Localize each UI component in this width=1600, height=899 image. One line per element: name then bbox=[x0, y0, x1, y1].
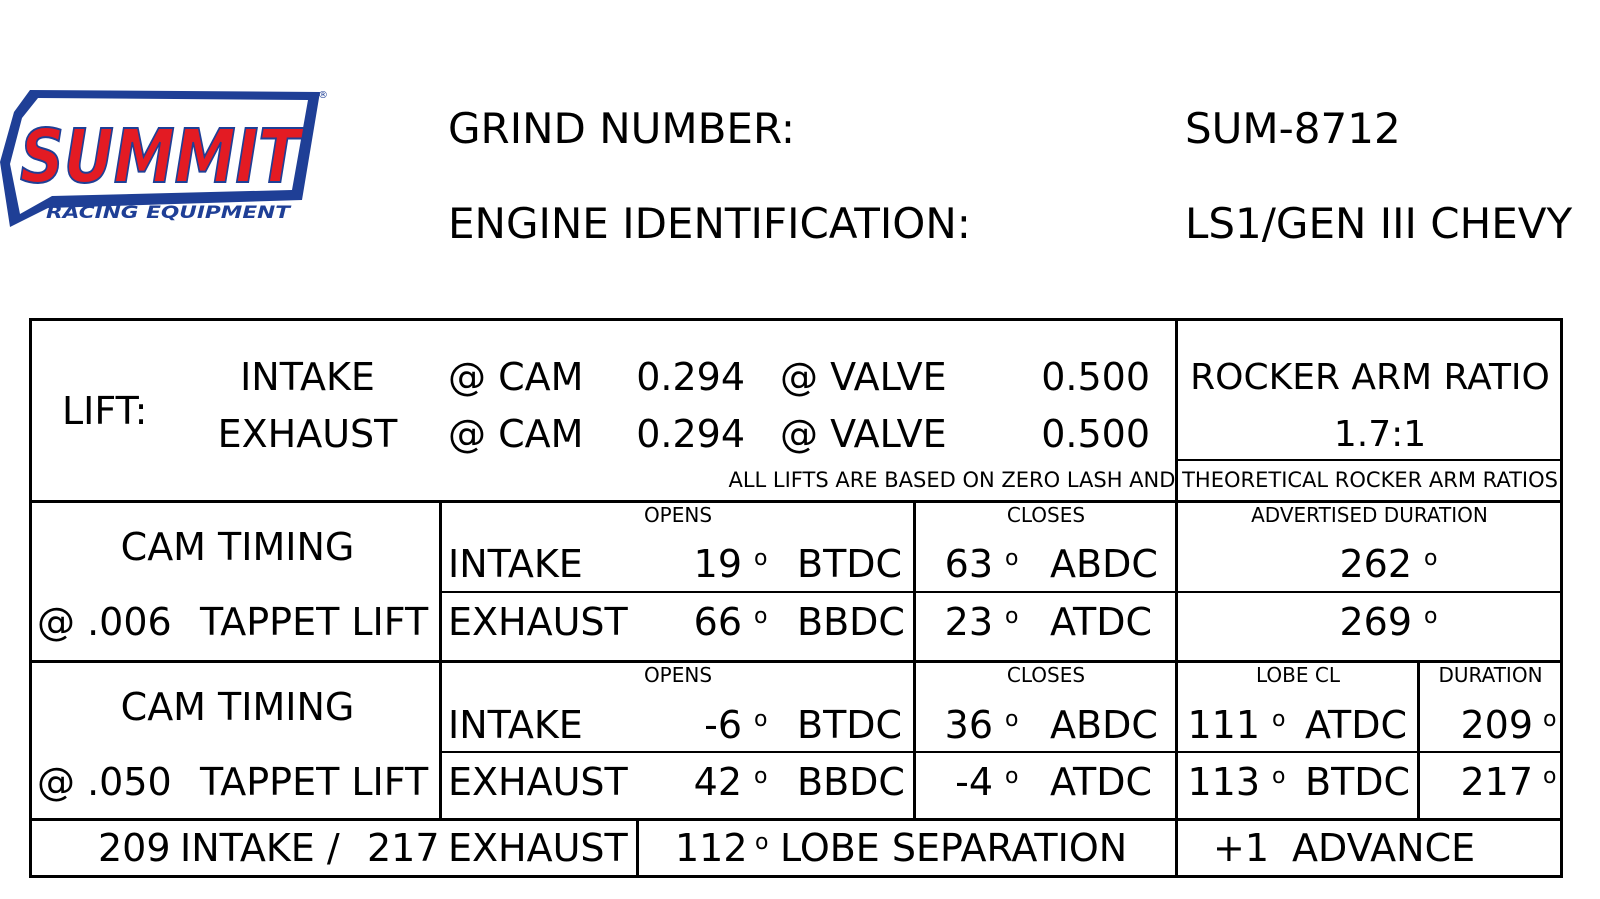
timing-050-exhaust-duration: 217 bbox=[1460, 760, 1533, 804]
summary-exhaust-duration: 217 bbox=[367, 826, 440, 870]
degree-symbol: o bbox=[1272, 764, 1286, 789]
engine-id-label: ENGINE IDENTIFICATION: bbox=[448, 199, 971, 248]
degree-symbol: o bbox=[754, 764, 768, 789]
timing-050-intake-duration: 209 bbox=[1460, 703, 1533, 747]
timing-006-intake-open-ref: BTDC bbox=[797, 542, 903, 586]
summary-intake-duration: 209 bbox=[98, 826, 171, 870]
grind-number-value: SUM-8712 bbox=[1185, 104, 1401, 153]
lift-exhaust-valve-value: 0.500 bbox=[1041, 412, 1150, 456]
timing-050-intake-label: INTAKE bbox=[448, 703, 583, 747]
summary-advance-value: +1 bbox=[1213, 826, 1270, 870]
vline-closes-duration bbox=[1175, 500, 1178, 878]
degree-symbol: o bbox=[754, 707, 768, 732]
timing-006-exhaust-label: EXHAUST bbox=[448, 600, 628, 644]
lift-intake-valve-label: @ VALVE bbox=[780, 355, 947, 399]
timing-006-intake-close-value: 63 bbox=[944, 542, 993, 586]
degree-symbol: o bbox=[1543, 707, 1557, 732]
timing-006-at: @ .006 bbox=[37, 600, 172, 644]
summary-lobe-sep-label: LOBE SEPARATION bbox=[780, 826, 1128, 870]
degree-symbol: o bbox=[1424, 604, 1438, 629]
timing-006-duration-header: ADVERTISED DURATION bbox=[1251, 503, 1488, 527]
lift-intake-cam-label: @ CAM bbox=[448, 355, 584, 399]
degree-symbol: o bbox=[1005, 604, 1019, 629]
lift-label: LIFT: bbox=[62, 389, 148, 433]
rocker-arm-ratio-label: ROCKER ARM RATIO bbox=[1190, 357, 1550, 398]
logo-wordmark: SUMMIT bbox=[20, 114, 305, 200]
vline-summary-1 bbox=[636, 818, 639, 878]
divider-rocker bbox=[1175, 459, 1563, 461]
lift-exhaust-cam-label: @ CAM bbox=[448, 412, 584, 456]
timing-006-intake-label: INTAKE bbox=[448, 542, 583, 586]
lift-exhaust-cam-value: 0.294 bbox=[636, 412, 745, 456]
timing-050-exhaust-lobe-value: 113 bbox=[1187, 760, 1260, 804]
lift-intake-valve-value: 0.500 bbox=[1041, 355, 1150, 399]
timing-050-intake-close-ref: ABDC bbox=[1050, 703, 1158, 747]
table-border-left bbox=[29, 318, 32, 878]
table-border-right bbox=[1560, 318, 1563, 878]
timing-050-opens-header: OPENS bbox=[643, 663, 713, 687]
vline-label-col bbox=[439, 500, 442, 820]
summary-lobe-sep-value: 112 bbox=[675, 826, 748, 870]
timing-050-closes-header: CLOSES bbox=[1006, 663, 1086, 687]
timing-006-closes-header: CLOSES bbox=[1006, 503, 1086, 527]
timing-050-exhaust-lobe-ref: BTDC bbox=[1305, 760, 1411, 804]
timing-006-exhaust-open-ref: BBDC bbox=[797, 600, 905, 644]
timing-050-tappet: TAPPET LIFT bbox=[200, 760, 429, 804]
degree-symbol: o bbox=[1005, 546, 1019, 571]
divider-050-rows bbox=[440, 751, 1563, 753]
timing-050-title: CAM TIMING bbox=[120, 685, 355, 729]
summit-racing-logo bbox=[0, 82, 335, 232]
degree-symbol: o bbox=[1272, 707, 1286, 732]
degree-symbol: o bbox=[1005, 764, 1019, 789]
grind-number-label: GRIND NUMBER: bbox=[448, 104, 796, 153]
lift-exhaust-valve-label: @ VALVE bbox=[780, 412, 947, 456]
table-border-bottom bbox=[29, 875, 1563, 878]
degree-symbol: o bbox=[1543, 764, 1557, 789]
registered-mark: ® bbox=[318, 90, 328, 101]
timing-050-intake-open-ref: BTDC bbox=[797, 703, 903, 747]
timing-050-intake-open-value: -6 bbox=[704, 703, 742, 747]
divider-050-bottom bbox=[29, 818, 1563, 821]
rocker-arm-ratio-value: 1.7:1 bbox=[1333, 414, 1427, 455]
summary-advance-label: ADVANCE bbox=[1292, 826, 1476, 870]
timing-006-intake-open-value: 19 bbox=[693, 542, 742, 586]
timing-050-duration-header: DURATION bbox=[1438, 663, 1543, 687]
timing-050-intake-lobe-ref: ATDC bbox=[1305, 703, 1408, 747]
degree-symbol: o bbox=[754, 546, 768, 571]
degree-symbol: o bbox=[755, 830, 769, 855]
logo-subtext: RACING EQUIPMENT bbox=[46, 203, 292, 223]
engine-id-value: LS1/GEN III CHEVY bbox=[1185, 199, 1573, 248]
timing-050-exhaust-label: EXHAUST bbox=[448, 760, 628, 804]
table-border-top bbox=[29, 318, 1563, 321]
timing-006-tappet: TAPPET LIFT bbox=[200, 600, 429, 644]
divider-006-rows bbox=[440, 591, 1563, 593]
timing-006-intake-duration: 262 bbox=[1339, 542, 1412, 586]
timing-050-exhaust-close-value: -4 bbox=[955, 760, 993, 804]
lift-intake-label: INTAKE bbox=[240, 355, 375, 399]
timing-050-exhaust-open-value: 42 bbox=[693, 760, 742, 804]
timing-006-exhaust-open-value: 66 bbox=[693, 600, 742, 644]
timing-050-lobe-header: LOBE CL bbox=[1256, 663, 1340, 687]
degree-symbol: o bbox=[1424, 546, 1438, 571]
degree-symbol: o bbox=[1005, 707, 1019, 732]
timing-050-at: @ .050 bbox=[37, 760, 172, 804]
timing-006-title: CAM TIMING bbox=[120, 525, 355, 569]
lift-exhaust-label: EXHAUST bbox=[217, 412, 398, 456]
lift-intake-cam-value: 0.294 bbox=[636, 355, 745, 399]
timing-050-intake-close-value: 36 bbox=[944, 703, 993, 747]
timing-006-intake-close-ref: ABDC bbox=[1050, 542, 1158, 586]
timing-050-intake-lobe-value: 111 bbox=[1187, 703, 1260, 747]
degree-symbol: o bbox=[754, 604, 768, 629]
summary-intake-label: INTAKE / bbox=[180, 826, 340, 870]
timing-006-opens-header: OPENS bbox=[643, 503, 713, 527]
timing-050-exhaust-open-ref: BBDC bbox=[797, 760, 905, 804]
lift-note: ALL LIFTS ARE BASED ON ZERO LASH AND THEORETICAL ROCKER ARM RATIOS bbox=[728, 468, 1558, 492]
summary-exhaust-label: EXHAUST bbox=[448, 826, 628, 870]
timing-006-exhaust-close-value: 23 bbox=[944, 600, 993, 644]
timing-006-exhaust-duration: 269 bbox=[1339, 600, 1412, 644]
timing-050-exhaust-close-ref: ATDC bbox=[1050, 760, 1153, 804]
timing-006-exhaust-close-ref: ATDC bbox=[1050, 600, 1153, 644]
